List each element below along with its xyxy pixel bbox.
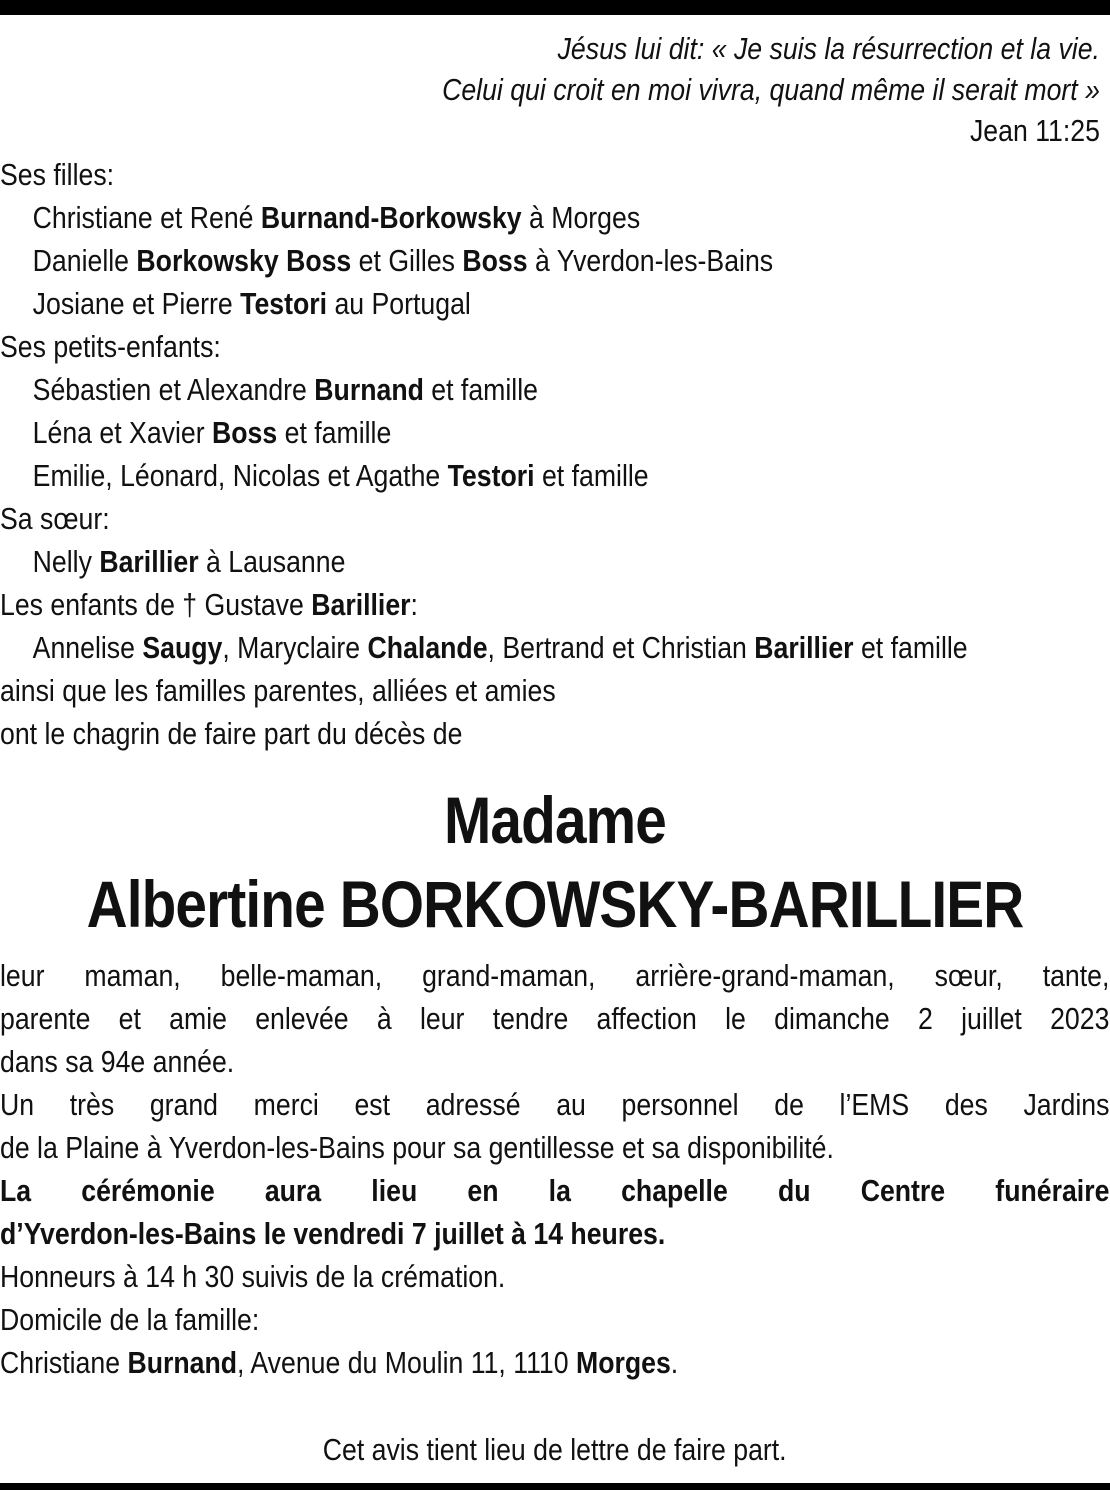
list-item: Léna et Xavier Boss et famille bbox=[32, 415, 392, 450]
deceased-name-block bbox=[0, 778, 1110, 946]
daughters-heading: Ses filles: bbox=[0, 157, 115, 192]
deceased-title: Madame bbox=[444, 783, 666, 857]
sister-heading: Sa sœur: bbox=[0, 501, 110, 536]
list-item: Danielle Borkowsky Boss et Gilles Boss à Yverdon-les-Bains bbox=[32, 243, 774, 278]
text-line: Honneurs à 14 h 30 suivis de la crémation. bbox=[0, 1259, 506, 1294]
list-item: Sébastien et Alexandre Burnand et famille bbox=[32, 372, 538, 407]
list-item: Emilie, Léonard, Nicolas et Agathe Testori et famille bbox=[32, 458, 649, 493]
top-rule bbox=[0, 0, 1110, 15]
text-line: parente et amie enlevée à leur tendre affection le dimanche 2 juillet 2023 bbox=[0, 1001, 1110, 1036]
verse-line-2: Celui qui croit en moi vivra, quand même il serait mort » bbox=[442, 72, 1100, 107]
ceremony-line: La cérémonie aura lieu en la chapelle du Centre funéraire bbox=[0, 1173, 1110, 1208]
list-item: Annelise Saugy, Maryclaire Chalande, Bertrand et Christian Barillier et famille bbox=[32, 630, 968, 665]
text-line: Domicile de la famille: bbox=[0, 1302, 260, 1337]
notice-header bbox=[0, 28, 1109, 755]
footer-note: Cet avis tient lieu de lettre de faire part. bbox=[323, 1432, 787, 1467]
text-line: leur maman, belle-maman, grand-maman, arrière-grand-maman, sœur, tante, bbox=[0, 958, 1110, 993]
list-item: Nelly Barillier à Lausanne bbox=[32, 544, 346, 579]
ceremony-line: d’Yverdon-les-Bains le vendredi 7 juillet à 14 heures. bbox=[0, 1216, 666, 1251]
bible-verse bbox=[0, 28, 1100, 151]
list-item: Christiane et René Burnand-Borkowsky à Morges bbox=[32, 200, 641, 235]
grandchildren-heading: Ses petits-enfants: bbox=[0, 329, 221, 364]
address-line: Christiane Burnand, Avenue du Moulin 11, 1110 Morges. bbox=[0, 1345, 679, 1380]
bottom-rule bbox=[0, 1483, 1110, 1490]
announce-line: ont le chagrin de faire part du décès de bbox=[0, 716, 463, 751]
text-line: dans sa 94e année. bbox=[0, 1044, 235, 1079]
nephews-heading: Les enfants de † Gustave Barillier: bbox=[0, 587, 418, 622]
notice-body bbox=[0, 954, 1109, 1384]
deceased-name: Albertine BORKOWSKY-BARILLIER bbox=[86, 867, 1024, 941]
list-item: Josiane et Pierre Testori au Portugal bbox=[32, 286, 471, 321]
verse-line-1: Jésus lui dit: « Je suis la résurrection et la vie. bbox=[557, 31, 1100, 66]
text-line: de la Plaine à Yverdon-les-Bains pour sa gentillesse et sa disponibilité. bbox=[0, 1130, 834, 1165]
text-line: Un très grand merci est adressé au personnel de l’EMS des Jardins bbox=[0, 1087, 1110, 1122]
verse-reference: Jean 11:25 bbox=[969, 113, 1100, 148]
also-line: ainsi que les familles parentes, alliées et amies bbox=[0, 673, 556, 708]
family-list bbox=[0, 153, 1109, 755]
